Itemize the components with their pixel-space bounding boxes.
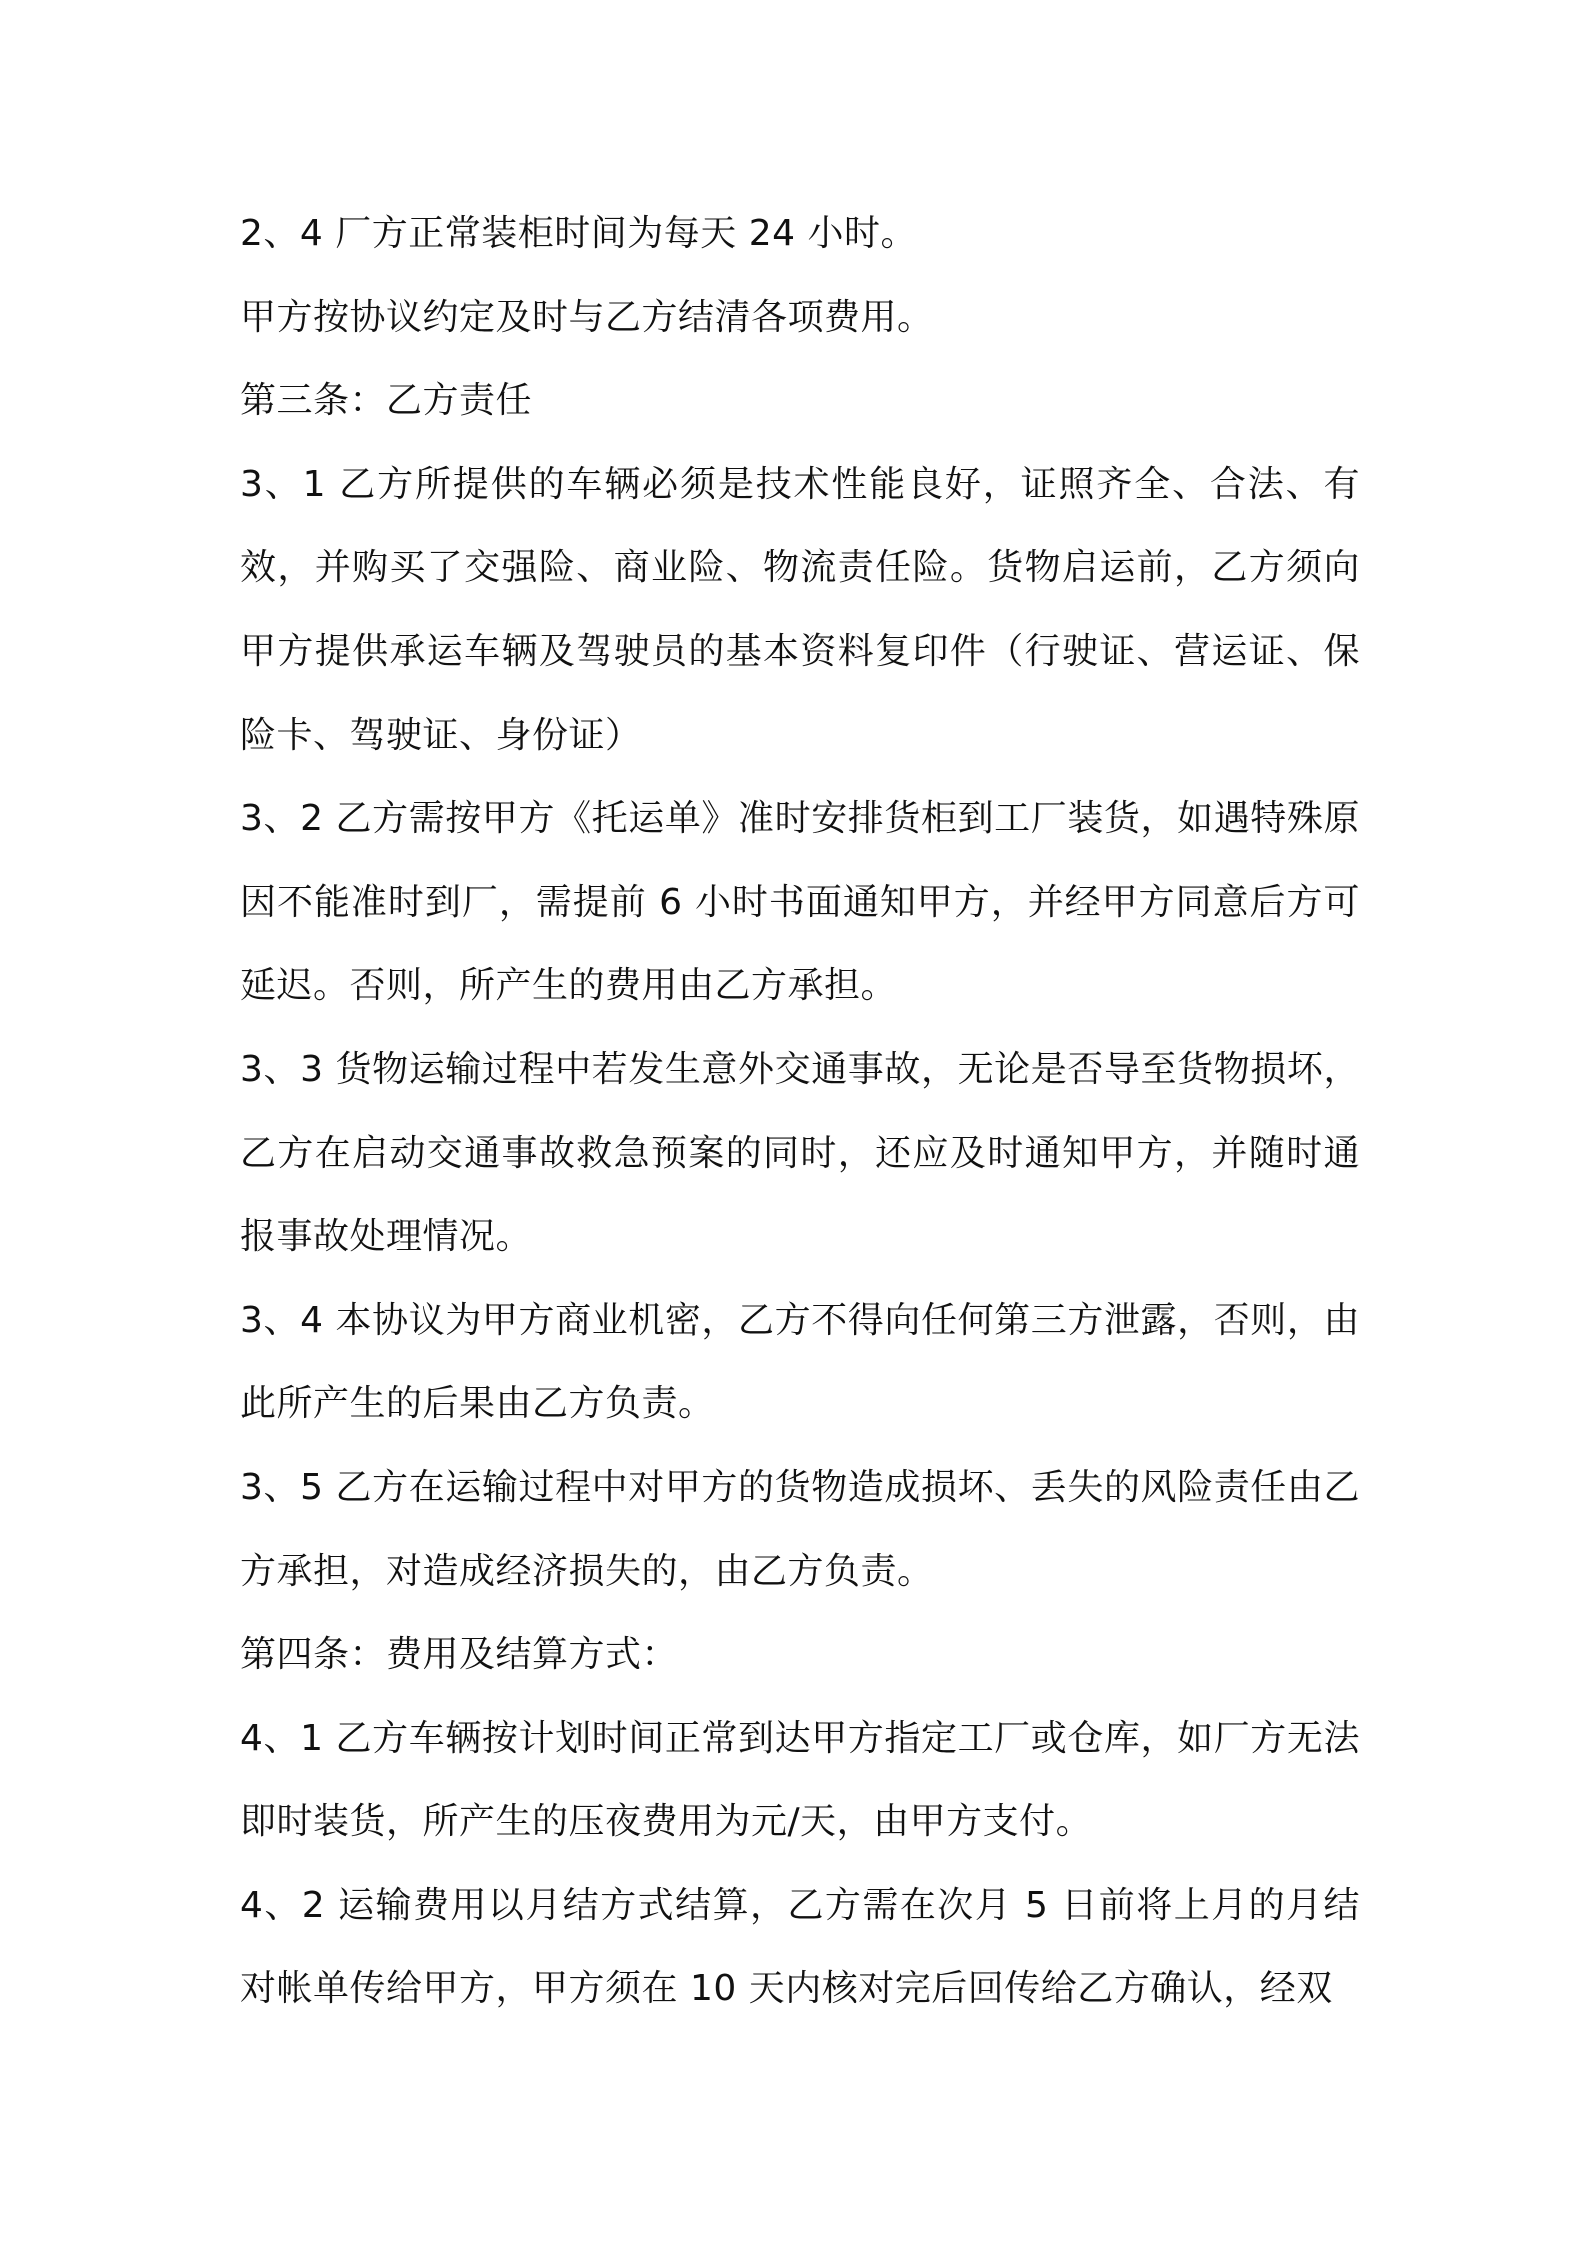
clause-3-5: 3、5 乙方在运输过程中对甲方的货物造成损坏、丢失的风险责任由乙方承担，对造成经济损失的，由乙方负责。 xyxy=(240,1466,1360,1592)
clause-4-2: 4、2 运输费用以月结方式结算，乙方需在次月 5 日前将上月的月结对帐单传给甲方，甲方须在 10 天内核对完后回传给乙方确认，经双 xyxy=(240,1884,1360,2010)
clause-3-3: 3、3 货物运输过程中若发生意外交通事故，无论是否导至货物损坏，乙方在启动交通事故救急预案的同时，还应及时通知甲方，并随时通报事故处理情况。 xyxy=(240,1048,1360,1258)
clause-2-4: 2、4 厂方正常装柜时间为每天 24 小时。 xyxy=(240,213,917,254)
payment-obligation-line: 甲方按协议约定及时与乙方结清各项费用。 xyxy=(240,296,934,338)
document-body xyxy=(240,192,1360,2031)
clause-3-2: 3、2 乙方需按甲方《托运单》准时安排货柜到工厂装货，如遇特殊原因不能准时到厂，需提前 6 小时书面通知甲方，并经甲方同意后方可延迟。否则，所产生的费用由乙方承担。 xyxy=(240,798,1360,1007)
article-3-heading: 第三条：乙方责任 xyxy=(240,380,533,422)
clause-3-1: 3、1 乙方所提供的车辆必须是技术性能良好，证照齐全、合法、有效，并购买了交强险、商业险、物流责任险。货物启运前，乙方须向甲方提供承运车辆及驾驶员的基本资料复印件（行驶证、营运证、保险卡、驾驶证、身份证） xyxy=(240,463,1360,756)
clause-3-4: 3、4 本协议为甲方商业机密，乙方不得向任何第三方泄露，否则，由此所产生的后果由乙方负责。 xyxy=(240,1299,1360,1425)
article-4-heading: 第四条：费用及结算方式： xyxy=(240,1634,679,1676)
clause-4-1: 4、1 乙方车辆按计划时间正常到达甲方指定工厂或仓库，如厂方无法即时装货，所产生的压夜费用为元/天，由甲方支付。 xyxy=(240,1717,1360,1843)
